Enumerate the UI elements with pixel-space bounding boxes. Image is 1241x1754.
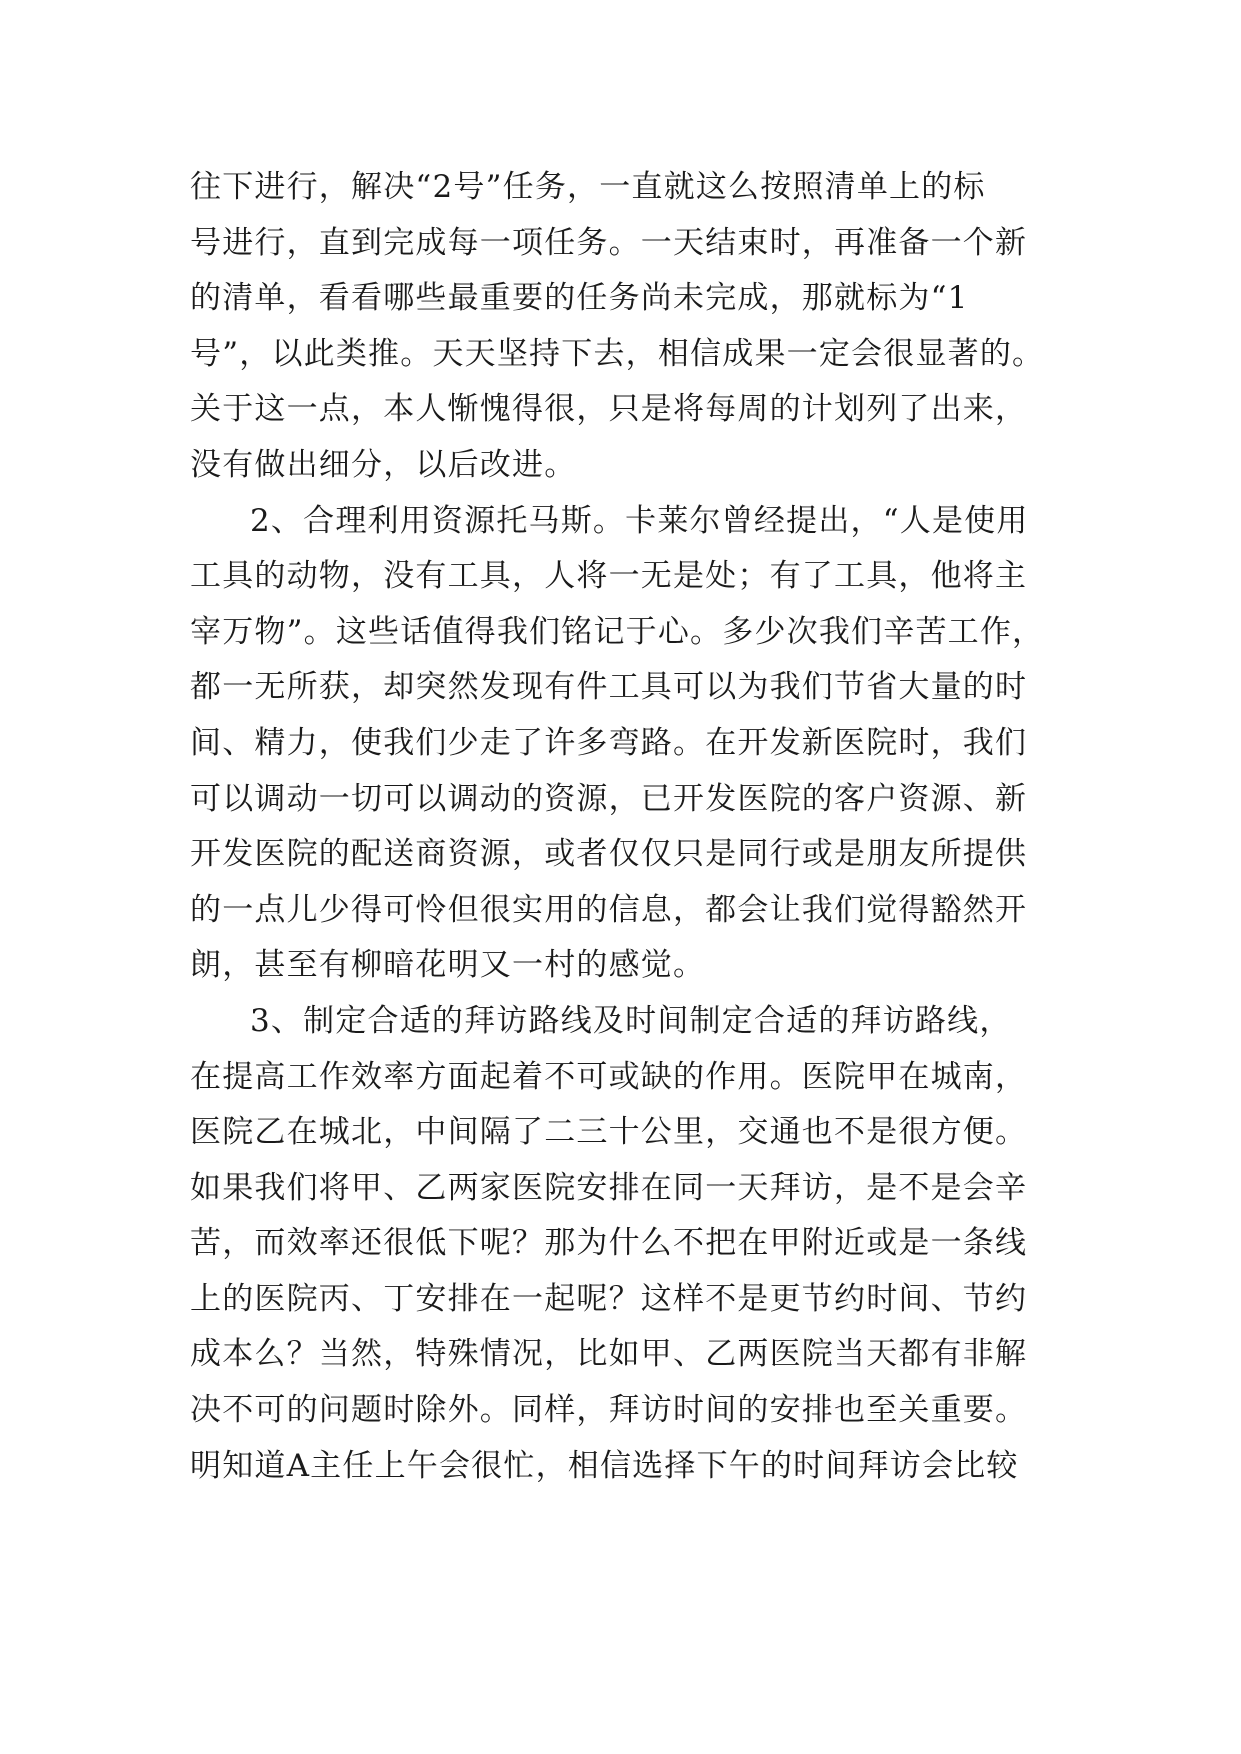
document-body <box>190 160 1070 1494</box>
text-line: 朗，甚至有柳暗花明又一村的感觉。 <box>190 947 706 984</box>
text-line: 明知道A主任上午会很忙，相信选择下午的时间拜访会比较 <box>190 1447 1019 1484</box>
text-line: 成本么？当然，特殊情况，比如甲、乙两医院当天都有非解 <box>190 1336 1028 1373</box>
text-line: 的清单，看看哪些最重要的任务尚未完成，那就标为“1 <box>190 280 969 317</box>
text-line: 工具的动物，没有工具，人将一无是处；有了工具，他将主 <box>190 558 1028 595</box>
text-line: 可以调动一切可以调动的资源，已开发医院的客户资源、新 <box>190 780 1028 817</box>
text-line: 在提高工作效率方面起着不可或缺的作用。医院甲在城南， <box>190 1058 1028 1095</box>
text-line: 苦，而效率还很低下呢？那为什么不把在甲附近或是一条线 <box>190 1225 1028 1262</box>
text-line: 决不可的问题时除外。同样，拜访时间的安排也至关重要。 <box>190 1392 1028 1429</box>
text-line: 没有做出细分，以后改进。 <box>190 446 577 483</box>
text-line: 号进行，直到完成每一项任务。一天结束时，再准备一个新 <box>190 224 1028 261</box>
text-line: 的一点儿少得可怜但很实用的信息，都会让我们觉得豁然开 <box>190 891 1028 928</box>
text-line: 如果我们将甲、乙两家医院安排在同一天拜访，是不是会辛 <box>190 1169 1028 1206</box>
text-line: 2、合理利用资源托马斯。卡莱尔曾经提出，“人是使用 <box>250 502 1029 539</box>
text-line: 3、制定合适的拜访路线及时间制定合适的拜访路线， <box>250 1002 1012 1039</box>
text-line: 都一无所获，却突然发现有件工具可以为我们节省大量的时 <box>190 669 1028 706</box>
text-line: 号”，以此类推。天天坚持下去，相信成果一定会很显著的。 <box>190 335 1045 372</box>
text-line: 宰万物”。这些话值得我们铭记于心。多少次我们辛苦工作， <box>190 613 1045 650</box>
text-line: 关于这一点，本人惭愧得很，只是将每周的计划列了出来， <box>190 391 1028 428</box>
text-line: 开发医院的配送商资源，或者仅仅只是同行或是朋友所提供 <box>190 836 1028 873</box>
text-line: 往下进行，解决“2号”任务，一直就这么按照清单上的标 <box>190 169 986 205</box>
text-line: 间、精力，使我们少走了许多弯路。在开发新医院时，我们 <box>190 724 1028 761</box>
text-line: 医院乙在城北，中间隔了二三十公里，交通也不是很方便。 <box>190 1114 1028 1151</box>
text-line: 上的医院丙、丁安排在一起呢？这样不是更节约时间、节约 <box>190 1280 1028 1317</box>
